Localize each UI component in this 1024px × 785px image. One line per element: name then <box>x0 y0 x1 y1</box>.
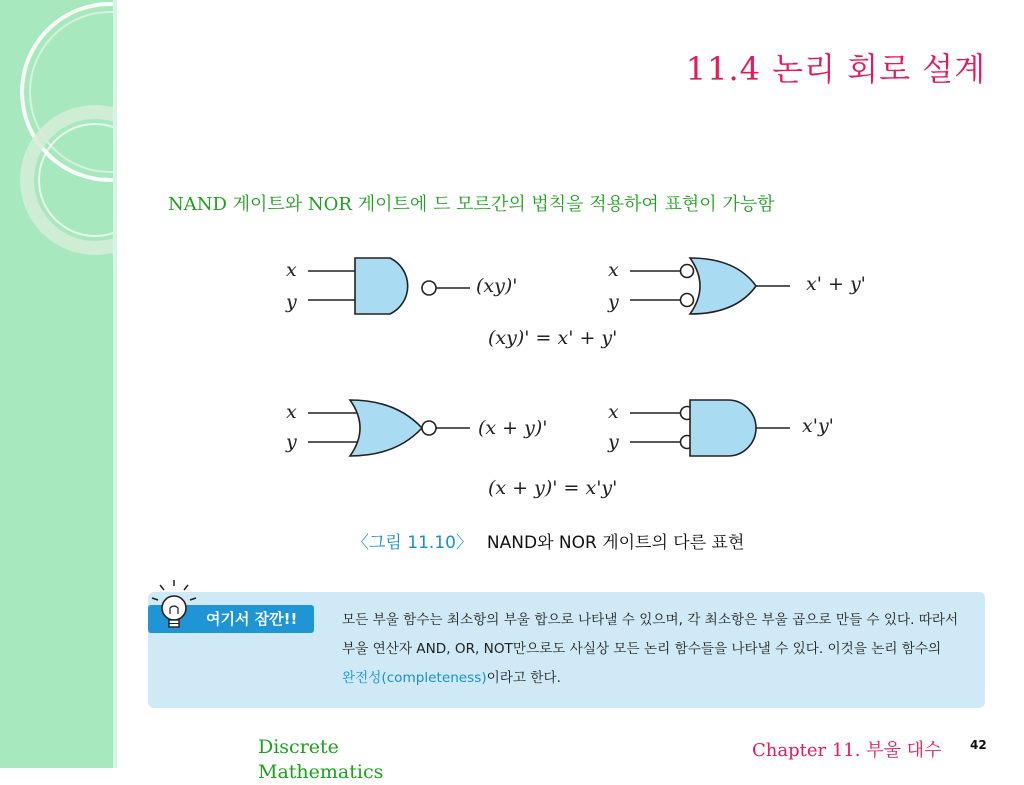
or-gate-negated-inputs <box>630 258 790 314</box>
slide-subtitle: NAND 게이트와 NOR 게이트에 드 모르간의 법칙을 적용하여 표현이 가능함 <box>168 194 775 215</box>
footer-course <box>258 735 383 785</box>
nand-output-label: (xy)' <box>476 275 518 297</box>
sidebar-edge <box>113 0 117 768</box>
footer-chapter: Chapter 11. 부울 대수 <box>752 740 942 761</box>
and-gate-negated-inputs <box>630 400 790 456</box>
or-input-x: x <box>608 259 619 281</box>
figure-caption <box>352 528 744 553</box>
nor-input-y: y <box>286 431 297 453</box>
footer-course-line2: Mathematics <box>258 761 384 783</box>
page-number: 42 <box>970 738 987 752</box>
and-input-y: y <box>608 431 619 453</box>
footer-course-line1: Discrete <box>258 736 339 758</box>
nand-gate <box>308 258 470 314</box>
and-output-label: x'y' <box>802 415 834 437</box>
nand-input-x: x <box>286 259 297 281</box>
tip-text-main: 모든 부울 함수는 최소항의 부울 합으로 나타낼 수 있으며, 각 최소항은 부울 곱으로 만들 수 있다. 따라서 부울 연산자 AND, OR, NOT만으로도 사실상 모든 논리 함수들을 나타낼 수 있다. 이것을 논리 함수의 <box>342 612 959 657</box>
sidebar-decoration <box>0 0 113 768</box>
lightbulb-icon <box>148 578 200 630</box>
or-input-y: y <box>608 291 619 313</box>
nand-equation: (xy)' = x' + y' <box>488 327 618 349</box>
tip-badge-label: 여기서 잠깐!! <box>206 610 298 628</box>
tip-text <box>342 606 966 693</box>
figure-number: 〈그림 11.10〉 <box>352 533 473 553</box>
tip-text-end: 이라고 한다. <box>486 670 561 686</box>
sidebar-circles <box>0 0 113 768</box>
slide-title: 11.4 논리 회로 설계 <box>685 50 986 88</box>
nor-gate <box>308 400 470 456</box>
nor-input-x: x <box>286 401 297 423</box>
and-input-x: x <box>608 401 619 423</box>
tip-text-highlight: 완전성(completeness) <box>342 670 487 686</box>
figure-caption-text: NAND와 NOR 게이트의 다른 표현 <box>486 533 745 553</box>
nor-output-label: (x + y)' <box>478 417 548 439</box>
nor-equation: (x + y)' = x'y' <box>488 477 618 499</box>
logic-gate-diagram <box>278 252 898 512</box>
nand-input-y: y <box>286 291 297 313</box>
or-output-label: x' + y' <box>806 273 866 295</box>
